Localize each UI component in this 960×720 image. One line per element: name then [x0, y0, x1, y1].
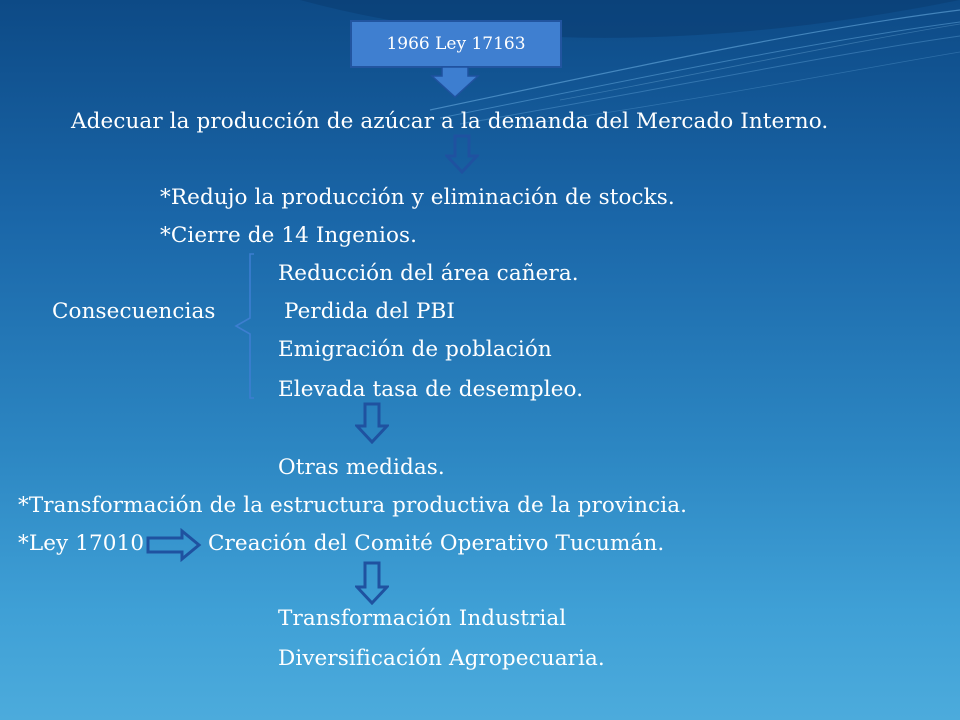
consequence-2-text: Perdida del PBI [284, 299, 456, 324]
down-arrow-icon [355, 561, 389, 605]
goal-text: Adecuar la producción de azúcar a la demanda del Mercado Interno. [71, 109, 829, 134]
consequences-label: Consecuencias [52, 299, 216, 324]
law-label: *Ley 17010 [18, 531, 145, 556]
down-arrow-icon [445, 134, 479, 174]
measure-1-text: *Redujo la producción y eliminación de stocks. [160, 185, 675, 210]
other-measures-text: Otras medidas. [278, 455, 445, 480]
right-arrow-icon [146, 528, 202, 562]
committee-text: Creación del Comité Operativo Tucumán. [208, 531, 665, 556]
title-down-arrow-icon [430, 66, 480, 98]
down-arrow-icon [355, 402, 389, 444]
result-2-text: Diversificación Agropecuaria. [278, 646, 605, 671]
consequence-1-text: Reducción del área cañera. [278, 261, 579, 286]
result-1-text: Transformación Industrial [278, 606, 567, 631]
consequence-4-text: Elevada tasa de desempleo. [278, 377, 584, 402]
title-box: 1966 Ley 17163 [350, 20, 562, 68]
transform-structure-text: *Transformación de la estructura productiva de la provincia. [18, 493, 688, 518]
consequence-3-text: Emigración de población [278, 337, 552, 362]
measure-2-text: *Cierre de 14 Ingenios. [160, 223, 418, 248]
consequences-brace-icon [232, 252, 272, 402]
